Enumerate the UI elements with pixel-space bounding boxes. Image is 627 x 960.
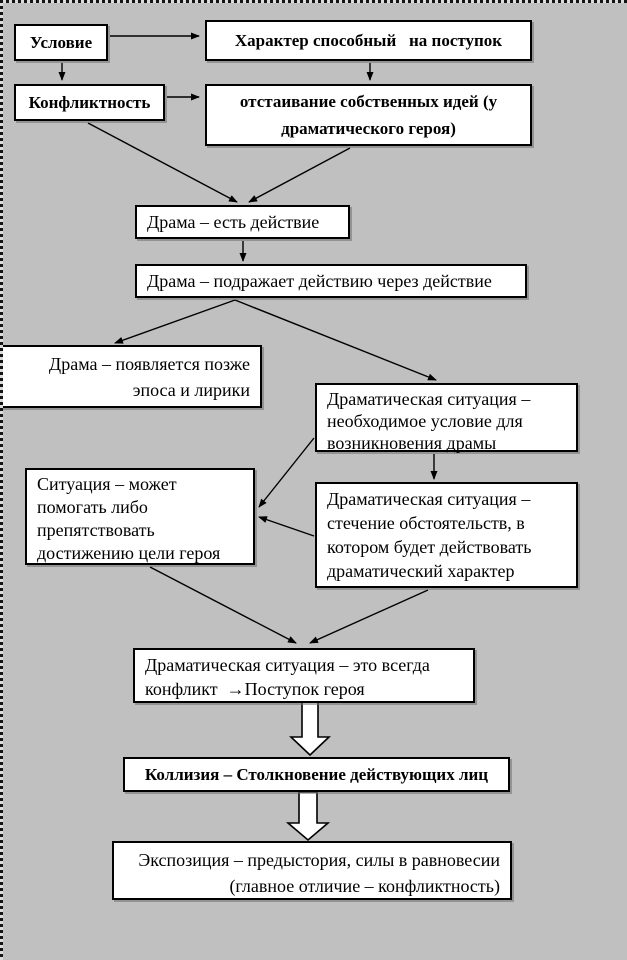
box-text: драматический характер: [327, 561, 515, 581]
box-text: Драма – подражает действию через действие: [147, 271, 492, 291]
box-text: Условие: [29, 32, 93, 52]
flow-box-drama-podrazhaet: [135, 264, 527, 298]
block-arrow-down-icon: [288, 792, 328, 840]
box-text: Конфликтность: [28, 92, 151, 112]
canvas-dashed-border-top: [0, 0, 627, 3]
flow-box-kollizia: [123, 757, 510, 792]
box-text: стечение обстоятельств, в: [327, 513, 525, 533]
box-text: конфликт →Поступок героя: [145, 679, 365, 699]
flow-box-situacia-mozhet: [25, 468, 255, 565]
box-text: Экспозиция – предыстория, силы в равновесии: [138, 850, 500, 870]
flow-box-konfliktnost: [14, 84, 165, 121]
connector-arrow: [150, 567, 296, 643]
flow-box-drama-pozzhe: [0, 345, 262, 408]
flow-box-harakter: [205, 20, 532, 61]
box-text: Характер способный на поступок: [234, 30, 503, 50]
box-text: необходимое условие для: [327, 411, 523, 431]
flow-box-situacia-neobhodimoe: [315, 383, 578, 452]
flow-box-uslovie: [14, 24, 108, 61]
box-text: Коллизия – Столкновение действующих лиц: [144, 764, 489, 784]
flow-box-otstaivanie: [205, 84, 532, 146]
connector-arrow: [310, 590, 428, 643]
flow-box-situacia-vsegda-konflikt: [133, 648, 475, 703]
block-arrow-down-icon: [291, 701, 329, 755]
connector-arrow: [259, 438, 314, 507]
box-text: (главное отличие – конфликтность): [229, 876, 500, 896]
flow-box-drama-deistvie: [135, 205, 350, 239]
box-text: помогать либо: [37, 497, 148, 517]
box-text: Драма – появляется позже: [48, 354, 250, 374]
box-text: отстаивание собственных идей (у: [239, 92, 498, 111]
connector-arrow: [115, 300, 235, 343]
canvas-dashed-border-left: [0, 0, 3, 960]
box-text: драматического героя): [281, 119, 456, 138]
flow-box-situacia-stechenie: [315, 482, 578, 588]
box-text: Ситуация – может: [37, 474, 177, 494]
box-text: эпоса и лирики: [132, 380, 250, 400]
box-text: Драматическая ситуация –: [327, 489, 531, 509]
box-text: препятствовать: [37, 520, 155, 540]
connector-arrow: [235, 300, 436, 380]
box-text: Драматическая ситуация –: [327, 389, 531, 409]
box-text: достижению цели героя: [37, 543, 221, 563]
box-text: Драматическая ситуация – это всегда: [145, 655, 430, 675]
box-text: возникновения драмы: [327, 433, 497, 453]
box-text: котором будет действовать: [327, 537, 532, 557]
flow-box-ekspozicia: [112, 841, 512, 900]
connector-arrow: [249, 148, 350, 202]
box-text: Драма – есть действие: [147, 212, 320, 232]
connector-arrow: [259, 517, 314, 536]
